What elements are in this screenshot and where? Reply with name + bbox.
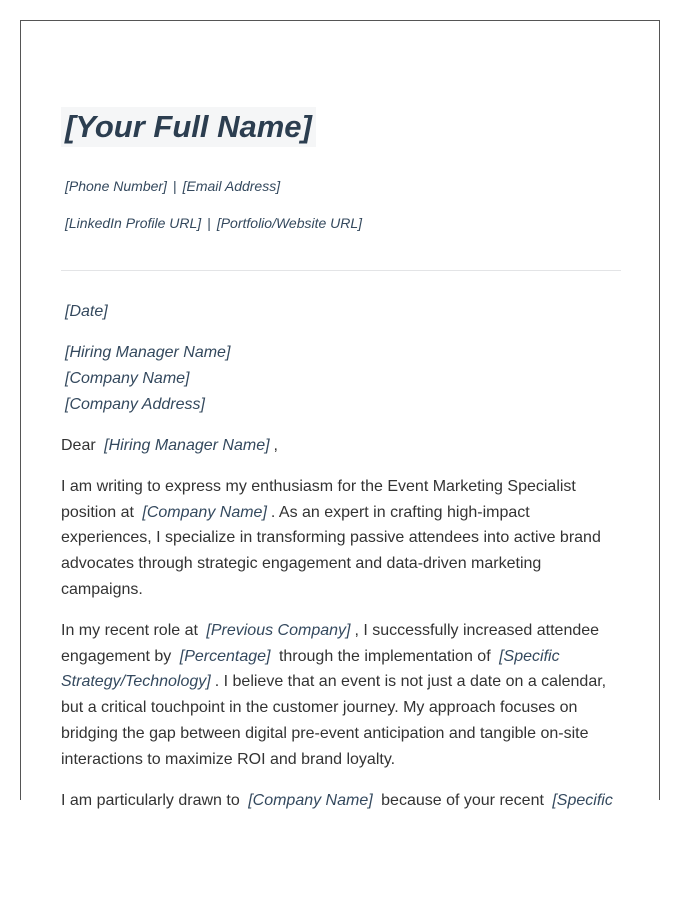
strategy-placeholder: [Specific Strategy/Technology] xyxy=(61,647,560,691)
paragraph-text: I am particularly drawn to xyxy=(61,791,240,809)
linkedin-url: [LinkedIn Profile URL] xyxy=(65,215,202,231)
paragraph-text: , I successfully increased attendee engagement by xyxy=(61,622,600,665)
separator: | xyxy=(207,215,211,231)
paragraph-text: through the implementation of xyxy=(278,647,491,665)
letter-body xyxy=(61,299,621,829)
specific-placeholder: [Specific xyxy=(552,791,613,809)
contact-line-1 xyxy=(65,178,280,194)
document-page xyxy=(20,20,660,809)
company-address: [Company Address] xyxy=(65,395,205,413)
hiring-manager-name: [Hiring Manager Name] xyxy=(65,344,231,362)
paragraph-3 xyxy=(61,788,621,814)
separator: | xyxy=(172,178,177,194)
recipient-block xyxy=(61,340,621,417)
company-name: [Company Name] xyxy=(65,369,190,387)
previous-company-placeholder: [Previous Company] xyxy=(206,622,351,640)
paragraph-text: In my recent role at xyxy=(61,622,198,640)
percentage-placeholder: [Percentage] xyxy=(179,647,271,665)
letter-content xyxy=(61,107,621,809)
salutation-suffix: , xyxy=(273,436,278,454)
date-line xyxy=(61,299,621,325)
paragraph-text: because of your recent xyxy=(381,791,544,809)
phone-number: [Phone Number] xyxy=(65,178,167,194)
applicant-name: [Your Full Name] xyxy=(61,107,316,147)
paragraph-text: . I believe that an event is not just a date on a calendar, but a critical touchpoint in the customer journey. My approach focuses on bridging the gap between digital pre-event anticipation and tangible on-site interactions to maximize ROI and brand loyalty. xyxy=(61,673,607,768)
company-name-placeholder: [Company Name] xyxy=(142,503,267,521)
company-name-placeholder: [Company Name] xyxy=(248,791,373,809)
paragraph-text: . As an expert in crafting high-impact experiences, I specialize in transforming passive attendees into active brand advocates through strategic engagement and data-driven marketing campaigns. xyxy=(61,503,601,598)
header-divider xyxy=(61,270,621,271)
email-address: [Email Address] xyxy=(182,178,281,194)
paragraph-1 xyxy=(61,474,621,603)
salutation-name: [Hiring Manager Name] xyxy=(104,436,270,454)
salutation-prefix: Dear xyxy=(61,436,96,454)
contact-line-2 xyxy=(65,215,362,231)
date: [Date] xyxy=(65,303,108,320)
paragraph-text: I am writing to express my enthusiasm for the Event Marketing Specialist position at xyxy=(61,478,576,521)
portfolio-url: [Portfolio/Website URL] xyxy=(216,215,363,231)
paragraph-2 xyxy=(61,618,621,772)
salutation xyxy=(61,433,621,459)
